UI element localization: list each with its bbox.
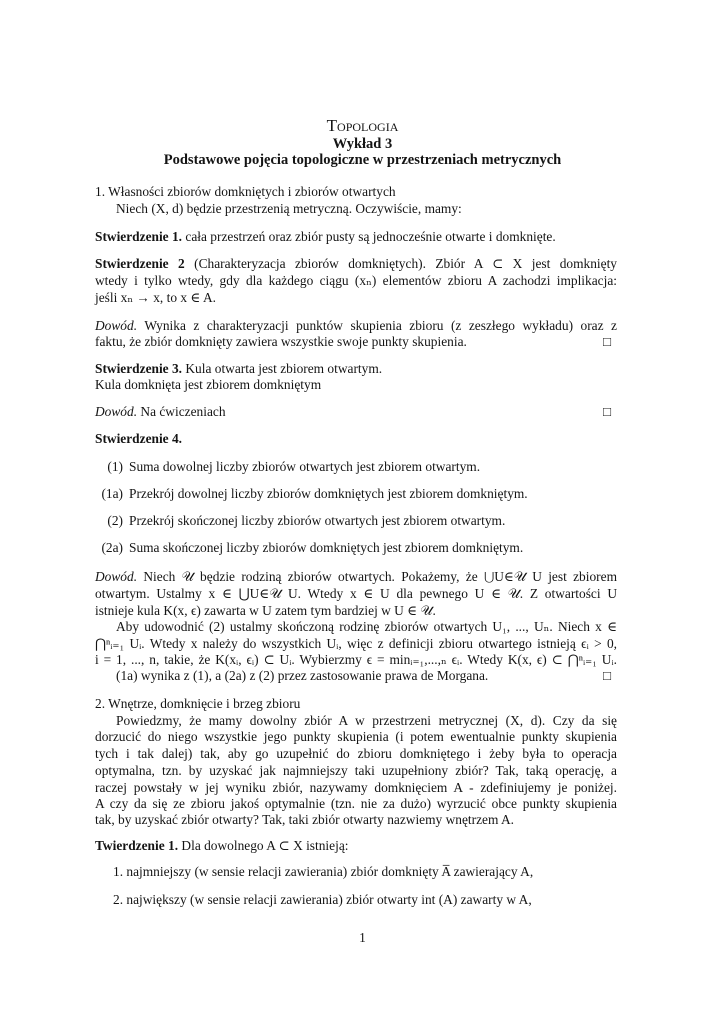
statement-4-label: Stwierdzenie 4. [95,431,183,446]
qed-symbol: □ [603,404,612,419]
proof-label: Dowód. [95,404,138,419]
list-item [95,892,617,908]
list-item [95,486,617,502]
list-item [95,513,617,529]
statement-3-line: Kula domknięta jest zbiorem domkniętym [95,377,322,392]
proof-text: Niech 𝒰 będzie rodziną zbiorów otwartych. Pokażemy, że ⋃U∈𝒰 U jest zbiorem [143,569,617,584]
proof-line: i = 1, ..., n, takie, że K(xᵢ, ϵᵢ) ⊂ Uᵢ. Wybierzmy ϵ = minᵢ₌₁,...,ₙ ϵᵢ. Wtedy K(x, ϵ) ⊂ ⋂ⁿᵢ₌₁ Uᵢ. [95,652,617,667]
lecture-number: Wykład 3 [332,136,393,152]
list-item [95,864,617,880]
document-subtitle: Podstawowe pojęcia topologiczne w przestrzeniach metrycznych [163,152,562,168]
list-number: 2. [113,892,124,907]
statement-label: Stwierdzenie 1. [95,229,183,244]
section-heading: 1. Własności zbiorów domkniętych i zbiorów otwartych [95,184,396,199]
paragraph-line: tych i tak dalej) tak, aby go uzupełnić do zbioru domkniętego i żeby była to operacja [95,746,617,761]
paragraph-line: dorzucić do niego wszystkie jego punkty skupienia (i potem ewentualnie punkty skupienia [95,729,617,744]
paragraph-line: Niech (X, d) będzie przestrzenią metryczną. Oczywiście, mamy: [116,201,462,216]
statement-label: Stwierdzenie 2 [95,256,185,271]
proof-line [95,569,617,585]
paragraph-line: raczej powstały w jej wyniku zbiór, nazywamy domknięciem A - zdefiniujemy je poniżej. [95,780,617,795]
list-text: Przekrój dowolnej liczby zbiorów domkniętych jest zbiorem domkniętym. [129,486,528,501]
list-number: (2a) [101,540,123,555]
proof-line: faktu, że zbiór domknięty zawiera wszystkie swoje punkty skupienia. [95,334,467,349]
list-text: Suma dowolnej liczby zbiorów otwartych jest zbiorem otwartym. [129,459,481,474]
statement-text: (Charakteryzacja zbiorów domkniętych). Zbiór A ⊂ X jest domknięty [194,256,617,271]
list-text: najmniejszy (w sensie relacji zawierania) zbiór domknięty A̅ zawierający A, [126,864,534,879]
document-title: Topologia [326,116,399,135]
list-text: Suma skończonej liczby zbiorów domkniętych jest zbiorem domkniętym. [129,540,524,555]
page-number: 1 [359,930,366,945]
statement-2-line [95,256,617,272]
statement-2-line: jeśli xₙ → x, to x ∈ A. [95,290,216,305]
list-number: 1. [113,864,124,879]
statement-text: cała przestrzeń oraz zbiór pusty są jednocześnie otwarte i domknięte. [185,229,556,244]
list-text: Przekrój skończonej liczby zbiorów otwartych jest zbiorem otwartym. [129,513,506,528]
paragraph-line: A czy da się ze zbioru jakoś optymalnie (tzn. nie za dużo) wyrzucić obce punkty skupienia [95,796,617,811]
statement-label: Stwierdzenie 3. [95,361,183,376]
statement-3 [95,361,617,377]
qed-symbol: □ [603,334,612,349]
list-item [95,459,617,475]
proof-line: ⋂ⁿᵢ₌₁ Uᵢ. Wtedy x należy do wszystkich Uᵢ, więc z definicji zbioru otwartego istnieją ϵᵢ > 0, [95,636,617,651]
list-number: (2) [107,513,123,528]
list-item [95,540,617,556]
proof-label: Dowód. [95,318,138,333]
list-number: (1a) [101,486,123,501]
theorem-label: Twierdzenie 1. [95,838,179,853]
paragraph-line: tak, by uzyskać zbiór otwarty? Tak, taki zbiór otwarty nazwiemy wnętrzem A. [95,812,514,827]
section-heading: 2. Wnętrze, domknięcie i brzeg zbioru [95,696,301,711]
proof-line: Aby udowodnić (2) ustalmy skończoną rodzinę zbiorów otwartych U₁, ..., Uₙ. Niech x ∈ [116,619,617,634]
theorem-1 [95,838,617,854]
paragraph-line: optymalna, tzn. by uzyskać jak najmniejszy taki uzupełniony zbiór? Tak, taką operację, a [95,763,617,778]
proof-label: Dowód. [95,569,138,584]
proof-text: Na ćwiczeniach [140,404,226,419]
proof-line [95,318,617,334]
proof-line: (1a) wynika z (1), a (2a) z (2) przez zastosowanie prawa de Morgana. [116,668,489,683]
proof-text: Wynika z charakteryzacji punktów skupienia zbioru (z zeszłego wykładu) oraz z [144,318,618,333]
paragraph-line: Powiedzmy, że mamy dowolny zbiór A w przestrzeni metrycznej (X, d). Czy da się [116,713,617,728]
proof-line: otwartym. Ustalmy x ∈ ⋃U∈𝒰 U. Wtedy x ∈ U dla pewnego U ∈ 𝒰. Z otwartości U [95,586,617,601]
list-text: największy (w sensie relacji zawierania) zbiór otwarty int (A) zawarty w A, [126,892,532,907]
statement-1 [95,229,617,245]
statement-text: Kula otwarta jest zbiorem otwartym. [185,361,383,376]
proof-line [95,404,617,420]
list-number: (1) [107,459,123,474]
proof-line: istnieje kula K(x, ϵ) zawarta w U zatem tym bardziej w U ∈ 𝒰. [95,603,436,618]
theorem-text: Dla dowolnego A ⊂ X istnieją: [181,838,349,853]
statement-2-line: wtedy i tylko wtedy, gdy dla każdego ciągu (xₙ) elementów zbioru A zachodzi implikacja: [95,273,617,288]
qed-symbol: □ [603,668,612,683]
